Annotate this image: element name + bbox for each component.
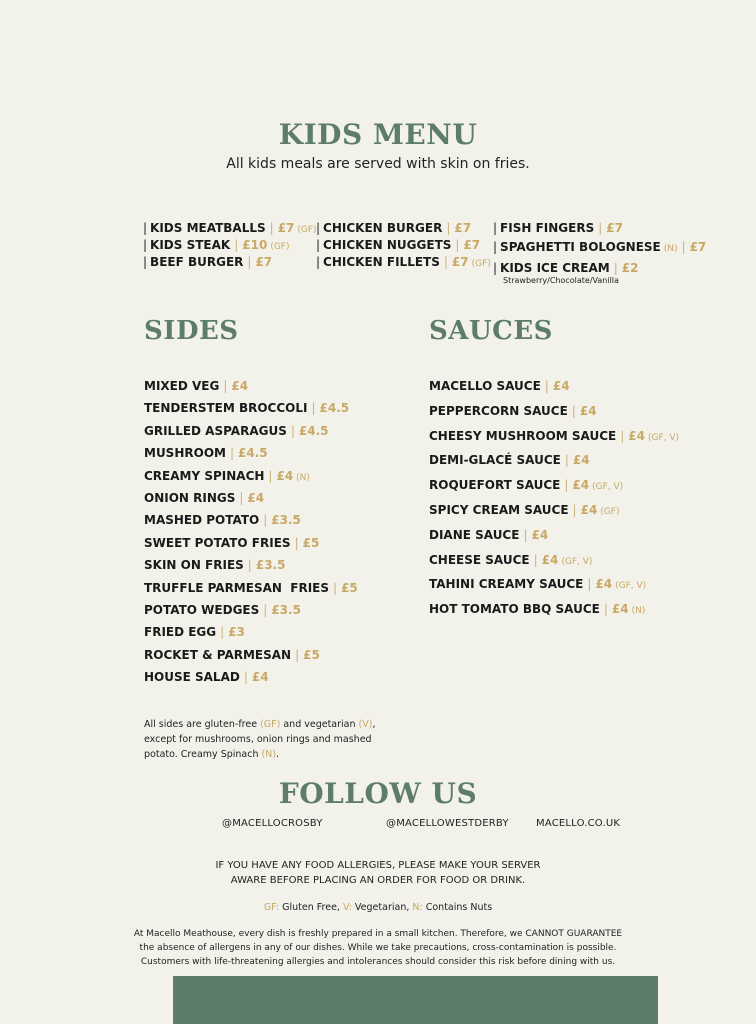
footnote-n: (N) (261, 749, 277, 760)
item-name: SKIN ON FRIES (144, 558, 244, 573)
list-item: GRILLED ASPARAGUS | £4.5 (144, 423, 329, 438)
website-link[interactable]: MACELLO.CO.UK (536, 818, 621, 829)
disclaimer-line: At Macello Meathouse, every dish is freshly prepared in a small kitchen. Therefore, we CANNOT GUARANTEE (133, 929, 623, 939)
item-name: SWEET POTATO FRIES (144, 535, 291, 550)
item-name: TRUFFLE PARMESAN FRIES (144, 580, 330, 595)
item-name: KIDS MEATBALLS (150, 221, 266, 235)
list-item: HOUSE SALAD | £4 (144, 670, 269, 685)
item-name: TENDERSTEM BROCCOLI (144, 401, 308, 416)
footnote-text: , except for mushrooms, onion rings and mashed potato. Creamy Spinach (144, 719, 376, 760)
kids-column-2 (316, 220, 491, 271)
item-price: £4.5 (238, 446, 268, 461)
item-price: £4 (595, 577, 613, 592)
item-name: ROQUEFORT SAUCE (429, 478, 561, 493)
item-price: £3.5 (271, 602, 301, 617)
list-item: CHEESY MUSHROOM SAUCE | £4 (GF, V) (429, 428, 680, 443)
item-name: ONION RINGS (144, 490, 236, 505)
item-price: £4 (552, 379, 570, 393)
list-item: MACELLO SAUCE | £4 (429, 379, 570, 393)
kids-item: | SPAGHETTI BOLOGNESE (N) | £7 (493, 240, 707, 254)
item-price: £4 (231, 379, 249, 393)
item-price: £4.5 (298, 423, 329, 438)
list-item: DIANE SAUCE | £4 (429, 527, 549, 542)
item-name: FRIED EGG (144, 625, 217, 640)
item-name: MACELLO SAUCE (429, 379, 541, 393)
item-name: SPICY CREAM SAUCE (429, 502, 569, 517)
legend-key: GF: (263, 902, 280, 913)
item-name: DIANE SAUCE (429, 527, 520, 542)
allergy-line: AWARE BEFORE PLACING AN ORDER FOR FOOD OR DRINK. (230, 875, 526, 886)
item-name: ROCKET & PARMESAN (144, 647, 292, 662)
follow-us-title: FOLLOW US (278, 777, 478, 810)
footnote-text: . (276, 749, 280, 760)
list-item: CHEESE SAUCE | £4 (GF, V) (429, 552, 593, 567)
list-item: HOT TOMATO BBQ SAUCE | £4 (N) (429, 602, 646, 617)
item-tag: (GF, V) (615, 581, 647, 592)
list-item: ROCKET & PARMESAN | £5 (144, 647, 320, 662)
item-price: £7 (277, 221, 295, 235)
list-item: CREAMY SPINACH | £4 (N) (144, 468, 310, 483)
list-item: POTATO WEDGES | £3.5 (144, 602, 301, 617)
sauces-list (429, 377, 679, 625)
legend-key: N: (412, 902, 423, 913)
list-item: MIXED VEG | £4 (144, 379, 249, 393)
item-name: MASHED POTATO (144, 513, 260, 528)
item-price: £5 (303, 647, 320, 662)
list-item: SKIN ON FRIES | £3.5 (144, 558, 286, 573)
item-tag: (N) (296, 472, 310, 483)
legend-text: Vegetarian, (351, 902, 413, 913)
list-item: ROQUEFORT SAUCE | £4 (GF, V) (429, 478, 624, 493)
list-item: PEPPERCORN SAUCE | £4 (429, 403, 597, 418)
item-tag: (GF, V) (647, 432, 680, 443)
item-tag: (N) (631, 606, 646, 617)
bottom-banner (173, 976, 658, 1024)
kids-menu-title: KIDS MENU (278, 118, 478, 151)
item-name: GRILLED ASPARAGUS (144, 423, 287, 438)
item-name: PEPPERCORN SAUCE (429, 403, 568, 418)
item-name: DEMI-GLACÉ SAUCE (429, 453, 561, 468)
item-price: £5 (341, 580, 358, 595)
sides-title: SIDES (144, 316, 239, 346)
list-item: SPICY CREAM SAUCE | £4 (GF) (429, 502, 620, 517)
social-link-westderby[interactable]: @MACELLOWESTDERBY (386, 818, 509, 829)
item-price: £4 (276, 468, 294, 483)
item-price: £4 (251, 670, 269, 685)
kids-column-1 (143, 220, 317, 271)
item-name: HOUSE SALAD (144, 670, 240, 685)
item-tag: (GF, V) (592, 482, 624, 493)
footnote-v: (V) (358, 719, 373, 730)
sides-list (144, 377, 358, 690)
item-price: £4 (247, 490, 265, 505)
footnote-text: and vegetarian (280, 719, 359, 730)
disclaimer-line: Customers with life-threatening allergies and intolerances should consider this risk before dining with us. (140, 957, 616, 967)
item-price: £5 (302, 535, 320, 550)
item-name: MUSHROOM (144, 446, 226, 461)
kids-item: | CHICKEN BURGER | £7 (316, 221, 472, 235)
kids-item: | KIDS MEATBALLS | £7 (GF) (143, 221, 317, 235)
legend-text: Contains Nuts (422, 902, 493, 913)
item-name: BEEF BURGER (150, 255, 244, 269)
item-price: £10 (242, 238, 268, 252)
item-price: £7 (454, 221, 472, 235)
item-price: £7 (689, 240, 707, 254)
item-name: CHEESE SAUCE (429, 552, 530, 567)
social-link-crosby[interactable]: @MACELLOCROSBY (222, 818, 323, 829)
item-tag: (N) (663, 244, 678, 254)
kids-item: | CHICKEN FILLETS | £7 (GF) (316, 255, 491, 269)
list-item: MUSHROOM | £4.5 (144, 446, 268, 461)
item-price: £4 (572, 453, 590, 468)
item-price: £4 (579, 403, 597, 418)
list-item: ONION RINGS | £4 (144, 490, 265, 505)
item-price: £7 (606, 221, 623, 235)
kids-item: | KIDS ICE CREAM | £2 (493, 261, 639, 275)
item-name: CHICKEN BURGER (323, 221, 443, 235)
item-name: CREAMY SPINACH (144, 468, 265, 483)
item-tag: (GF) (270, 242, 290, 252)
list-item: TAHINI CREAMY SAUCE | £4 (GF, V) (429, 577, 647, 592)
item-tag: (GF) (600, 506, 620, 517)
item-price: £4 (611, 602, 629, 617)
kids-item: | CHICKEN NUGGETS | £7 (316, 238, 481, 252)
list-item: SWEET POTATO FRIES | £5 (144, 535, 320, 550)
item-name: KIDS ICE CREAM (500, 261, 610, 275)
item-price: £4 (580, 502, 598, 517)
kids-item: | FISH FINGERS | £7 (493, 221, 623, 235)
allergy-line: IF YOU HAVE ANY FOOD ALLERGIES, PLEASE MAKE YOUR SERVER (215, 860, 541, 871)
list-item: TRUFFLE PARMESAN FRIES | £5 (144, 580, 358, 595)
ice-cream-flavours: Strawberry/Chocolate/Vanilla (503, 276, 619, 285)
footnote-text: All sides are gluten-free (144, 719, 261, 730)
kids-item: | BEEF BURGER | £7 (143, 255, 273, 269)
list-item: FRIED EGG | £3 (144, 625, 245, 640)
item-name: CHEESY MUSHROOM SAUCE (429, 428, 617, 443)
item-tag: (GF, V) (561, 556, 593, 567)
legend-text: Gluten Free, (279, 902, 343, 913)
disclaimer-line: the absence of allergens in any of our dishes. While we take precautions, cross-contamination is possible. (139, 943, 617, 953)
kids-menu-subtitle: All kids meals are served with skin on fries. (226, 156, 530, 172)
item-price: £2 (621, 261, 639, 275)
item-name: CHICKEN FILLETS (323, 255, 440, 269)
dietary-legend (0, 902, 756, 913)
allergy-notice (0, 858, 756, 888)
item-name: TAHINI CREAMY SAUCE (429, 577, 584, 592)
kids-item: | KIDS STEAK | £10 (GF) (143, 238, 290, 252)
item-tag: (GF) (297, 225, 317, 235)
footnote-gf: (GF) (260, 719, 281, 730)
kids-column-3 (493, 220, 706, 287)
item-name: FISH FINGERS (500, 221, 595, 235)
item-price: £3.5 (255, 558, 286, 573)
sides-footnote (144, 717, 394, 762)
item-name: MIXED VEG (144, 379, 220, 393)
item-price: £3 (228, 625, 245, 640)
allergen-disclaimer (0, 927, 756, 969)
list-item: TENDERSTEM BROCCOLI | £4.5 (144, 401, 350, 416)
item-price: £7 (463, 238, 481, 252)
legend-key: V: (342, 902, 352, 913)
item-name: POTATO WEDGES (144, 602, 260, 617)
item-tag: (GF) (471, 259, 491, 269)
item-name: HOT TOMATO BBQ SAUCE (429, 602, 600, 617)
item-price: £7 (451, 255, 469, 269)
item-price: £3.5 (271, 513, 301, 528)
item-name: KIDS STEAK (150, 238, 231, 252)
item-price: £7 (255, 255, 273, 269)
list-item: MASHED POTATO | £3.5 (144, 513, 301, 528)
sauces-title: SAUCES (429, 316, 553, 346)
item-price: £4 (541, 552, 559, 567)
item-price: £4 (531, 527, 549, 542)
item-price: £4.5 (319, 401, 350, 416)
item-price: £4 (572, 478, 590, 493)
item-price: £4 (628, 428, 645, 443)
item-name: SPAGHETTI BOLOGNESE (500, 240, 661, 254)
item-name: CHICKEN NUGGETS (323, 238, 452, 252)
list-item: DEMI-GLACÉ SAUCE | £4 (429, 453, 590, 468)
